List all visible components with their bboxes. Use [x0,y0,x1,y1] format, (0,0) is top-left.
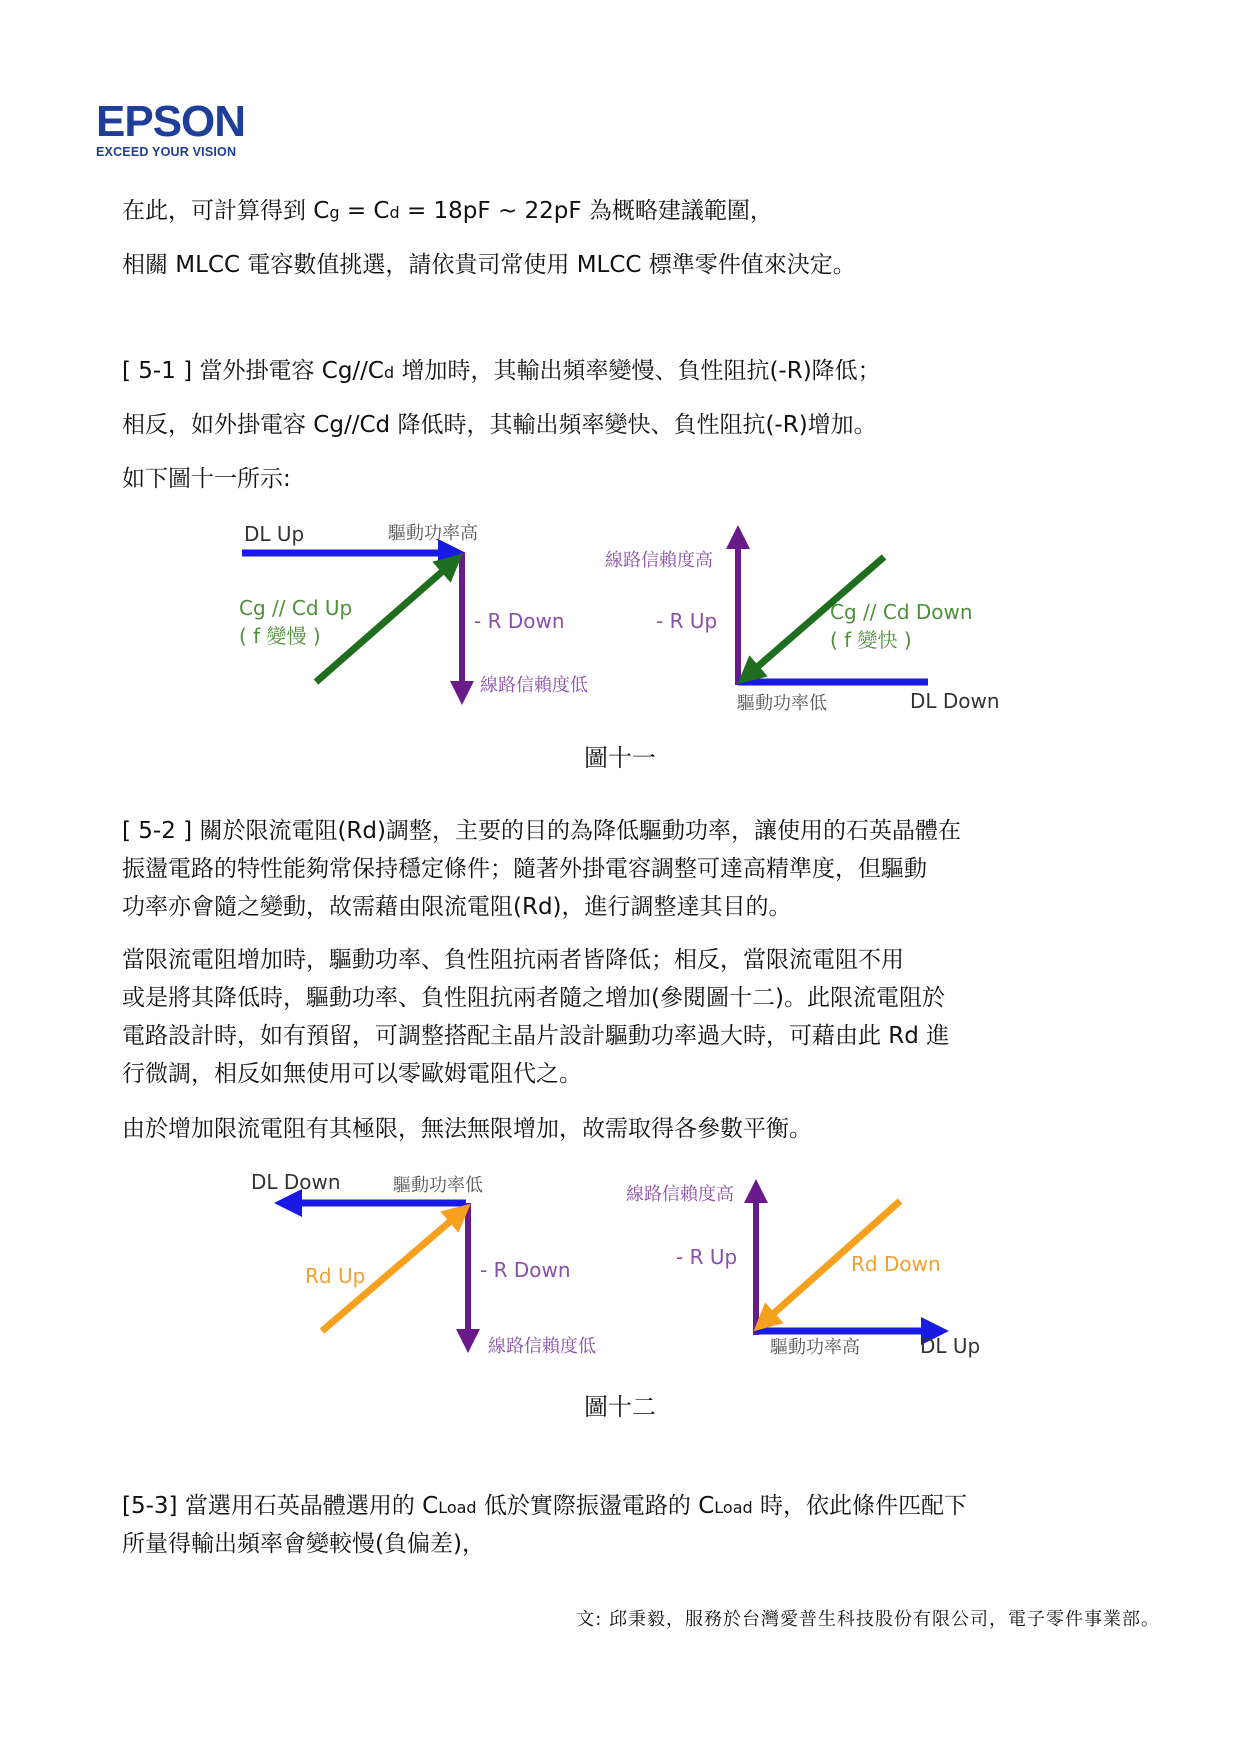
logo-wordmark: EPSON [96,97,246,146]
sec51-line2: 相反，如外掛電容 Cg//Cd 降低時，其輸出頻率變快、負性阻抗(-R)增加。 [122,412,877,438]
sec53-line2: 所量得輸出頻率會變較慢(負偏差)， [122,1531,485,1557]
text: 在此，可計算得到 C [122,198,330,224]
label-reliability-low: 線路信賴度低 [488,1336,596,1357]
label-rd-down: Rd Down [851,1252,941,1276]
text: [5-3] 當選用石英晶體選用的 C [122,1493,439,1519]
author-footer: 文: 邱秉毅，服務於台灣愛普生科技股份有限公司，電子零件事業部。 [576,1609,1160,1630]
label-dl-up: DL Up [920,1334,981,1358]
text: 低於實際振盪電路的 C [476,1493,715,1519]
label-r-up: - R Up [656,609,718,633]
sec51-line1 [122,352,1162,392]
sec52-p2-line1: 當限流電阻增加時，驅動功率、負性阻抗兩者皆降低；相反，當限流電阻不用 [122,947,904,973]
figure-12-caption: 圖十二 [584,1393,656,1421]
sec52-p2-line2: 或是將其降低時，驅動功率、負性阻抗兩者隨之增加(參閱圖十二)。此限流電阻於 [122,985,945,1011]
sec52-p2-line3: 電路設計時，如有預留，可調整搭配主晶片設計驅動功率過大時，可藉由此 Rd 進 [122,1023,950,1049]
sec51-line3: 如下圖十一所示: [122,466,291,492]
label-dl-down: DL Down [251,1170,341,1194]
text: = C [339,198,390,224]
figure-11-caption: 圖十一 [584,744,656,772]
para1-line1 [122,192,1162,232]
text: = 18pF ~ 22pF 為概略建議範圍， [399,198,773,224]
label-r-down: - R Down [474,609,565,633]
cg-cd-up-arrow [316,563,452,682]
label-cg-cd-up: Cg // Cd Up [239,596,353,620]
label-reliability-low: 線路信賴度低 [480,675,588,696]
sec52-p1-line3: 功率亦會隨之變動，故需藉由限流電阻(Rd)，進行調整達其目的。 [122,894,792,920]
logo-tagline: EXCEED YOUR VISION [96,145,237,159]
figure-12 [0,1165,1240,1365]
label-reliability-high: 線路信賴度高 [626,1184,734,1205]
text: [ 5-1 ] 當外掛電容 Cg//C [122,358,384,384]
subscript: Load [714,1498,753,1517]
label-f-slower: ( f 變慢 ) [239,624,321,648]
label-reliability-high: 線路信賴度高 [605,550,713,571]
sec52-p1-line1: [ 5-2 ] 關於限流電阻(Rd)調整，主要的目的為降低驅動功率，讓使用的石英晶體在 [122,818,961,844]
para1-line2: 相關 MLCC 電容數值挑選，請依貴司常使用 MLCC 標準零件值來決定。 [122,252,856,278]
subscript: g [329,203,340,222]
text: 時，依此條件匹配下 [752,1493,967,1519]
figure-11 [0,515,1240,745]
sec52-p2-line4: 行微調，相反如無使用可以零歐姆電阻代之。 [122,1061,582,1087]
text: 增加時，其輸出頻率變慢、負性阻抗(-R)降低； [394,358,881,384]
label-f-faster: ( f 變快 ) [830,628,912,652]
label-dl-down: DL Down [910,689,1000,713]
label-power-high: 驅動功率高 [388,523,478,544]
label-dl-up: DL Up [244,522,305,546]
label-power-high: 驅動功率高 [770,1337,860,1358]
subscript: d [389,203,400,222]
subscript: Load [438,1498,477,1517]
label-cg-cd-down: Cg // Cd Down [830,600,973,624]
sec53-line1 [122,1487,1162,1527]
label-power-low: 驅動功率低 [737,693,827,714]
label-rd-up: Rd Up [305,1264,366,1288]
label-power-low: 驅動功率低 [393,1175,483,1196]
epson-logo [96,97,246,159]
sec52-p3: 由於增加限流電阻有其極限，無法無限增加，故需取得各參數平衡。 [122,1116,812,1142]
label-r-up: - R Up [676,1245,738,1269]
subscript: d [383,363,395,382]
label-r-down: - R Down [480,1258,571,1282]
sec52-p1-line2: 振盪電路的特性能夠常保持穩定條件；隨著外掛電容調整可達高精準度，但驅動 [122,856,927,882]
